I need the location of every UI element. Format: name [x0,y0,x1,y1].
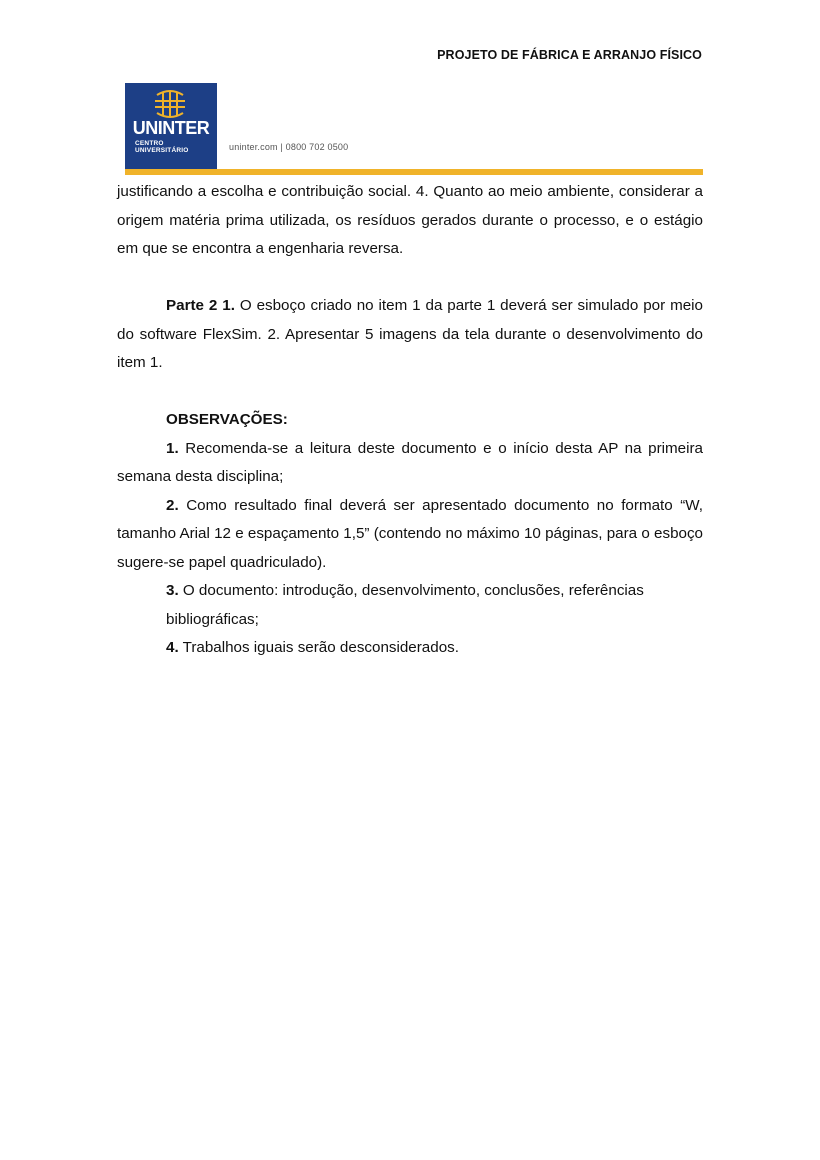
logo-sub-line-2: UNIVERSITÁRIO [135,147,189,154]
paragraph-1: justificando a escolha e contribuição social. 4. Quanto ao meio ambiente, considerar a origem matéria prima utilizada, os resíduos gerados durante o processo, e o estágio em que se encontra a engenharia reversa. [117,183,703,257]
page-header-title: PROJETO DE FÁBRICA E ARRANJO FÍSICO [437,48,702,62]
header-divider [125,169,703,175]
observation-number: 2. [166,496,179,514]
uninter-logo [125,83,217,171]
observation-item [117,634,703,663]
observation-text: Recomenda-se a leitura deste documento e o início desta AP na primeira semana desta disciplina; [117,439,703,485]
observations-title: OBSERVAÇÕES: [166,411,288,428]
contact-info: uninter.com | 0800 702 0500 [229,142,349,152]
logo-brand-text: UNINTER [132,118,210,138]
observation-item [117,577,703,634]
globe-grid-icon [147,89,193,119]
observation-number: 3. [166,582,179,599]
parte-2-text: O esboço criado no item 1 da parte 1 deverá ser simulado por meio do software FlexSim. 2. Apresentar 5 imagens da tela durante o desenvolvimento do item 1. [117,297,704,371]
paragraph-parte-2 [117,292,703,378]
observation-text: O documento: introdução, desenvolvimento, conclusões, referências bibliográficas; [166,582,644,628]
observation-item [117,435,703,492]
logo-sub-line-1: CENTRO [135,140,164,147]
observation-text: Como resultado final deverá ser apresentado documento no formato “W, tamanho Arial 12 e espaçamento 1,5” (contendo no máximo 10 páginas, para o esboço sugere-se papel quadriculado). [117,496,703,571]
observation-number: 1. [166,439,179,457]
document-body [117,178,703,663]
logo-subtitle [135,140,189,154]
observation-item [117,492,703,578]
observation-text: Trabalhos iguais serão desconsiderados. [178,639,459,656]
parte-2-heading: Parte 2 1. [166,297,235,314]
observation-number: 4. [166,639,179,656]
